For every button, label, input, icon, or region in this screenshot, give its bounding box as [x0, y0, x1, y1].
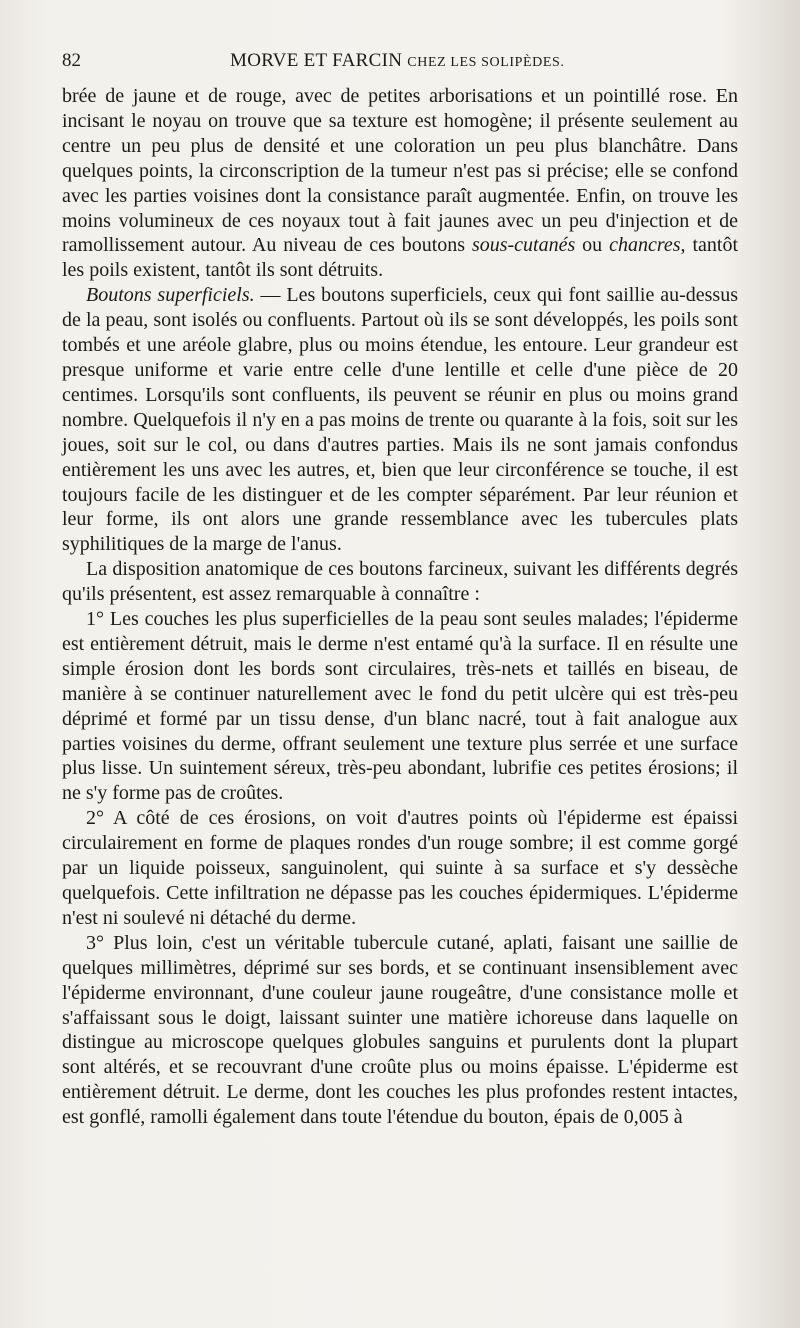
paragraph-6: 3° Plus loin, c'est un véritable tubercule cutané, aplati, faisant une saillie de quelques millimètres, déprimé sur ses bords, et se continuant insensiblement avec l'épiderme environnant, d'une couleur jaune rougeâtre, d'une consistance molle et s'affaissant sous le doigt, laissant suinter une matière ichoreuse dans laquelle on distingue au microscope quelques globules sanguins et purulents dont la plupart sont altérés, et se recouvrant d'une croûte plus ou moins épaisse. L'épiderme est entièrement détruit. Le derme, dont les couches les plus profondes restent intactes, est gonflé, ramolli également dans toute l'étendue du bouton, épais de 0,005 à	[62, 931, 738, 1129]
paragraph-2-text: — Les boutons superficiels, ceux qui font saillie au-dessus de la peau, sont isolés ou confluents. Partout où ils se sont développés, les poils sont tombés et une aréole glabre, plus ou moins étendue, les entoure. Leur grandeur est presque uniforme et varie entre celle d'une lentille et celle d'une pièce de 20 centimes. Lorsqu'ils sont confluents, ils peuvent se réunir en plus ou moins grand nombre. Quelquefois il n'y en a pas moins de trente ou quarante à la fois, soit sur les joues, soit sur le col, ou dans d'autres parties. Mais ils ne sont jamais confondus entièrement les uns avec les autres, et, bien que leur circonférence se touche, il est toujours facile de les distinguer et de les compter séparément. Par leur réunion et leur forme, ils ont alors une grande ressemblance avec les tubercules plats syphilitiques de la marge de l'anus.	[62, 284, 738, 556]
paragraph-1-text: brée de jaune et de rouge, avec de petites arborisations et un pointillé rose. En incisant le noyau on trouve que sa texture est homogène; il présente seulement au centre un peu plus de densité et une coloration un peu plus blanchâtre. Dans quelques points, la circonscription de la tumeur n'est pas si précise; elle se confond avec les parties voisines dont la consistance paraît augmentée. Enfin, on trouve les moins volumineux de ces noyaux tout à fait jaunes avec un peu d'injection et de ramollissement autour. Au niveau de ces boutons	[62, 85, 738, 257]
section-heading-boutons-superficiels: Boutons superficiels.	[86, 284, 255, 307]
paragraph-3: La disposition anatomique de ces boutons farcineux, suivant les différents degrés qu'ils présentent, est assez remarquable à connaître :	[62, 558, 738, 606]
running-head	[62, 50, 738, 78]
paragraph-4: 1° Les couches les plus superficielles de la peau sont seules malades; l'épiderme est entièrement détruit, mais le derme n'est entamé qu'à la surface. Il en résulte une simple érosion dont les bords sont circulaires, très-nets et taillés en biseau, de manière à se continuer naturellement avec le fond du petit ulcère qui est très-peu déprimé et formé par un tissu dense, d'un blanc nacré, tout à fait analogue aux parties voisines du derme, offrant seulement une texture plus serrée et une surface plus lisse. Un suintement séreux, très-peu abondant, lubrifie ces petites érosions; il ne s'y forme pas de croûtes.	[62, 608, 738, 805]
running-title-main: MORVE ET FARCIN	[230, 50, 403, 71]
term-chancres: chancres	[609, 234, 681, 257]
term-sous-cutanes: sous-cutanés	[471, 234, 576, 257]
paragraph-1-end: , tantôt les poils existent, tantôt ils sont détruits.	[62, 234, 738, 282]
body-text	[62, 84, 738, 1130]
page-number: 82	[62, 50, 81, 71]
running-title	[230, 50, 565, 72]
paragraph-1-mid: ou	[575, 234, 610, 257]
paragraph-2	[62, 283, 738, 557]
paragraph-5: 2° A côté de ces érosions, on voit d'autres points où l'épiderme est épaissi circulairement en forme de plaques rondes d'un rouge sombre; il est comme gorgé par un liquide poisseux, sanguinolent, qui suinte à sa surface et s'y dessèche quelquefois. Cette infiltration ne dépasse pas les couches épidermiques. L'épiderme n'est ni soulevé ni détaché du derme.	[62, 807, 738, 929]
running-title-small: CHEZ LES SOLIPÈDES.	[407, 55, 565, 70]
paragraph-1	[62, 84, 738, 283]
